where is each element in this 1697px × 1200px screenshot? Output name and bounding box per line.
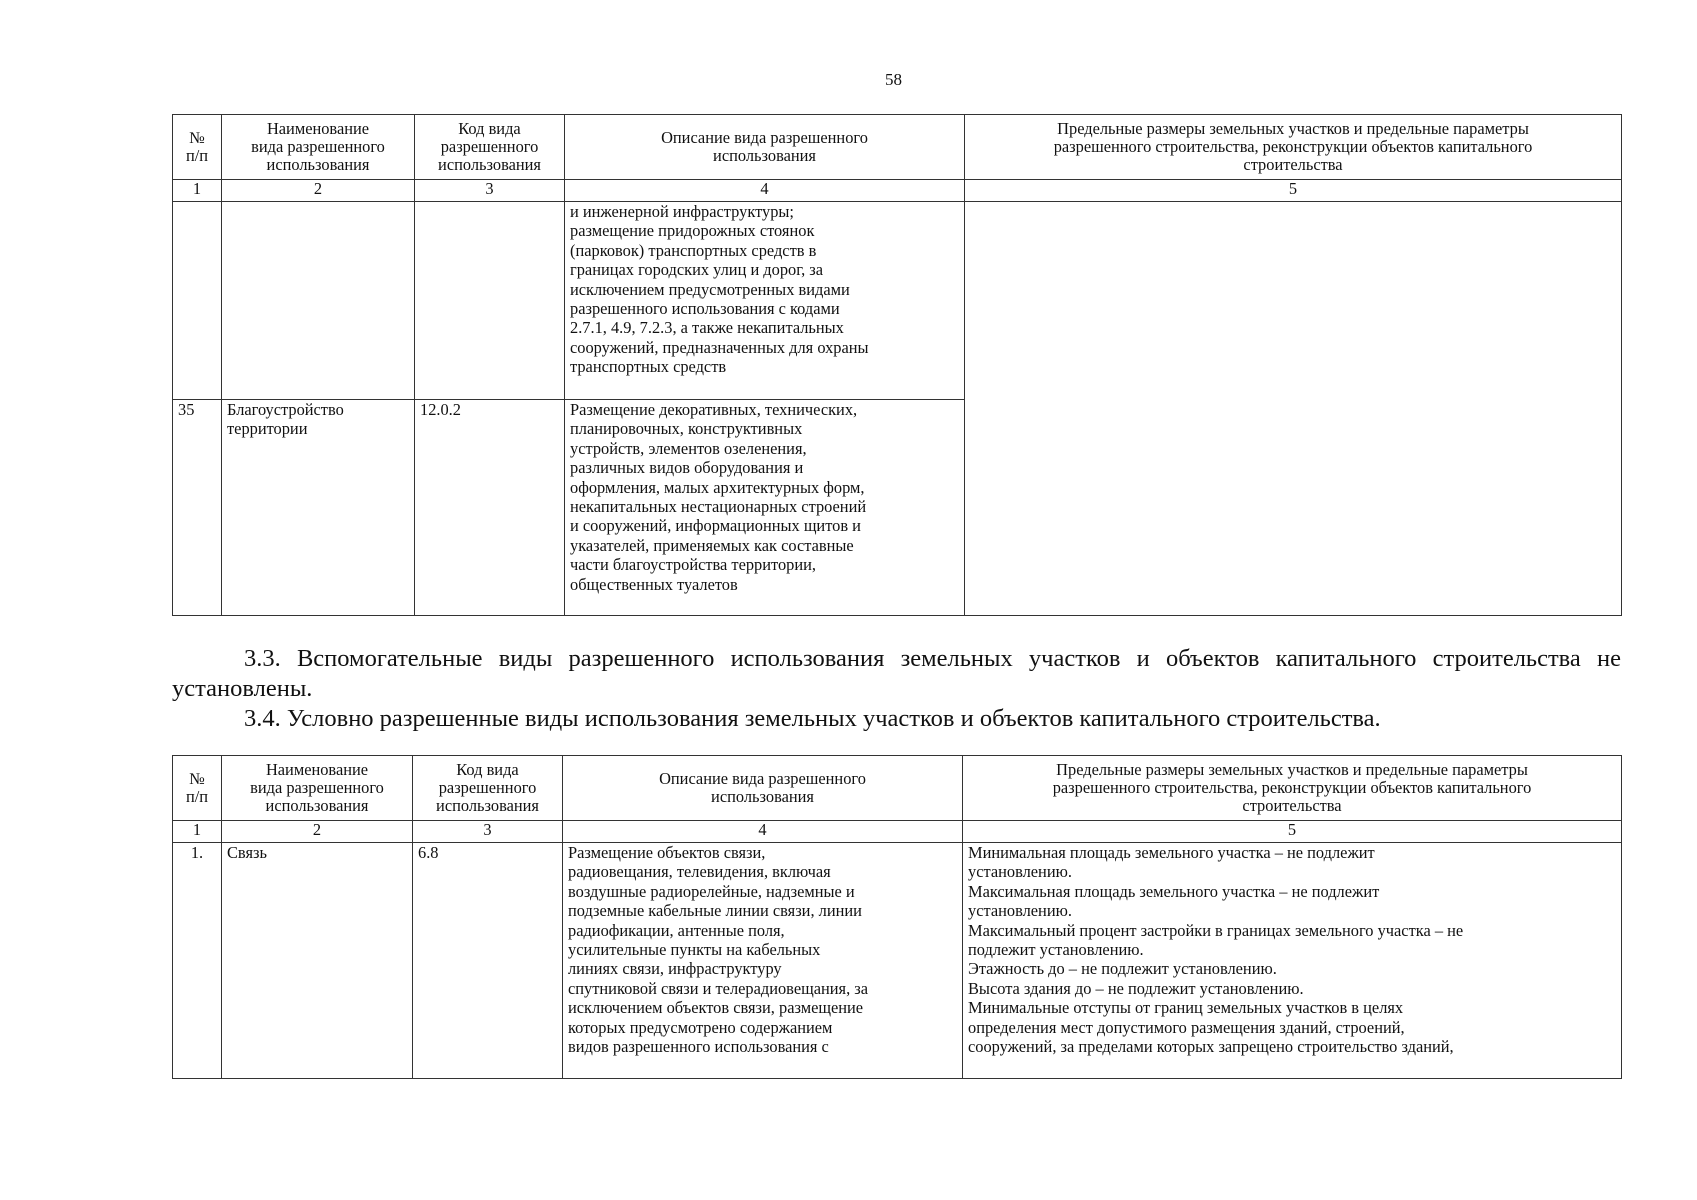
row-name-cell (222, 202, 415, 400)
row-number-cell: 35 (173, 400, 222, 616)
table-header-row (173, 115, 1622, 180)
header-use-description: Описание вида разрешенного использования (565, 115, 965, 180)
row-number-cell: 1. (173, 843, 222, 1079)
header-use-code: Код вида разрешенного использования (415, 115, 565, 180)
header-limit-parameters: Предельные размеры земельных участков и предельные параметры разрешенного строительства, реконструкции объектов капитального строительства (965, 115, 1622, 180)
column-number: 1 (173, 821, 222, 843)
column-number-row (173, 180, 1622, 202)
column-number-row (173, 821, 1622, 843)
table-row (173, 843, 1622, 1079)
header-use-code: Код вида разрешенного использования (413, 756, 563, 821)
header-limit-parameters: Предельные размеры земельных участков и предельные параметры разрешенного строительства, реконструкции объектов капитального строительства (963, 756, 1622, 821)
row-description-cell: Размещение объектов связи, радиовещания, телевидения, включая воздушные радиорелейные, надземные и подземные кабельные линии связи, линии радиофикации, антенные поля, усилительные пункты на кабельных линиях связи, инфраструктуру спутниковой связи и телерадиовещания, за исключением объектов связи, размещение которых предусмотрено содержанием видов разрешенного использования с (563, 843, 963, 1079)
column-number: 2 (222, 180, 415, 202)
row-code-cell (415, 202, 565, 400)
header-use-name: Наименование вида разрешенного использования (222, 115, 415, 180)
header-use-name: Наименование вида разрешенного использования (222, 756, 413, 821)
row-code-cell: 12.0.2 (415, 400, 565, 616)
table-header-row (173, 756, 1622, 821)
row-name-cell: Благоустройство территории (222, 400, 415, 616)
table-row (173, 202, 1622, 400)
row-parameters-cell: Минимальная площадь земельного участка – не подлежит установлению. Максимальная площадь земельного участка – не подлежит установлению. Максимальный процент застройки в границах земельного участка – не подлежит установлению. Этажность до – не подлежит установлению. Высота здания до – не подлежит установлению. Минимальные отступы от границ земельных участков в целях определения мест допустимого размещения зданий, строений, сооружений, за пределами которых запрещено строительство зданий, (963, 843, 1622, 1079)
column-number: 4 (563, 821, 963, 843)
row-name-cell: Связь (222, 843, 413, 1079)
column-number: 4 (565, 180, 965, 202)
column-number: 3 (413, 821, 563, 843)
row-description-cell: Размещение декоративных, технических, планировочных, конструктивных устройств, элементов озеленения, различных видов оборудования и оформления, малых архитектурных форм, некапитальных нестационарных строений и сооружений, информационных щитов и указателей, применяемых как составные части благоустройства территории, общественных туалетов (565, 400, 965, 616)
column-number: 2 (222, 821, 413, 843)
row-number-cell (173, 202, 222, 400)
header-number: № п/п (173, 115, 222, 180)
header-use-description: Описание вида разрешенного использования (563, 756, 963, 821)
paragraph-auxiliary-uses: 3.3. Вспомогательные виды разрешенного использования земельных участков и объектов капитального строительства не установлены. (172, 645, 1621, 702)
paragraph-conditional-uses: 3.4. Условно разрешенные виды использования земельных участков и объектов капитального строительства. (244, 705, 1381, 732)
table-conditional-uses (172, 755, 1622, 1079)
column-number: 1 (173, 180, 222, 202)
row-description-cell: и инженерной инфраструктуры; размещение придорожных стоянок (парковок) транспортных средств в границах городских улиц и дорог, за исключением предусмотренных видами разрешенного использования с кодами 2.7.1, 4.9, 7.2.3, а также некапитальных сооружений, предназначенных для охраны транспортных средств (565, 202, 965, 400)
header-number: № п/п (173, 756, 222, 821)
column-number: 3 (415, 180, 565, 202)
column-number: 5 (963, 821, 1622, 843)
column-number: 5 (965, 180, 1622, 202)
table-permitted-uses (172, 114, 1622, 616)
page-number: 58 (885, 70, 902, 89)
row-parameters-cell (965, 202, 1622, 616)
row-code-cell: 6.8 (413, 843, 563, 1079)
